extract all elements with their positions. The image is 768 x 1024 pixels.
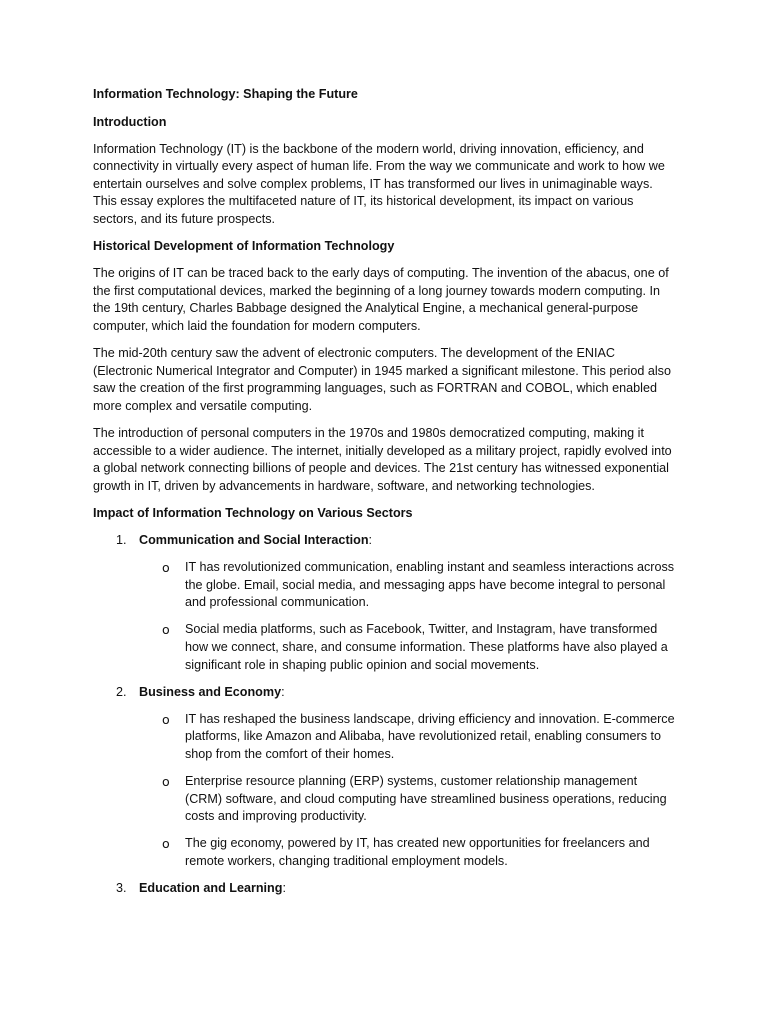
- sector-item: [93, 684, 675, 871]
- history-heading: Historical Development of Information Technology: [93, 239, 395, 254]
- sub-bullet: o: [162, 836, 170, 852]
- sector-title: Education and Learning: [139, 880, 283, 895]
- sector-title: Business and Economy: [139, 684, 282, 699]
- sector-item: [93, 880, 675, 898]
- list-number: 1.: [116, 532, 127, 547]
- sector-points: [139, 559, 675, 674]
- sector-item: [93, 532, 675, 674]
- document-page: [93, 86, 675, 907]
- list-item: [139, 621, 675, 674]
- intro-paragraph: Information Technology (IT) is the backbone of the modern world, driving innovation, efficiency, and connectivity in virtually every aspect of human life. From the way we communicate and work to how we entertain ourselves and solve complex problems, IT has transformed our lives in unimaginable ways. This essay explores the multifaceted nature of IT, its historical development, its impact on various sectors, and its future prospects.: [93, 141, 665, 227]
- sub-bullet: o: [162, 622, 170, 638]
- point-text: The gig economy, powered by IT, has created new opportunities for freelancers and remote workers, changing traditional employment models.: [185, 836, 650, 868]
- point-text: Enterprise resource planning (ERP) systems, customer relationship management (CRM) software, and cloud computing have streamlined business operations, reducing costs and improving productivity.: [185, 774, 667, 824]
- intro-heading: Introduction: [93, 114, 167, 129]
- sector-colon: :: [368, 532, 373, 547]
- impact-heading: Impact of Information Technology on Various Sectors: [93, 505, 413, 520]
- sub-bullet: o: [162, 711, 170, 727]
- document-title: Information Technology: Shaping the Future: [93, 87, 358, 101]
- sector-title: Communication and Social Interaction: [139, 532, 369, 547]
- history-paragraph: The mid-20th century saw the advent of electronic computers. The development of the ENIAC (Electronic Numerical Integrator and Computer) in 1945 marked a significant milestone. This period also saw the creation of the first programming languages, such as FORTRAN and COBOL, which enabled more complex and versatile computing.: [93, 346, 671, 413]
- sector-colon: :: [281, 684, 285, 699]
- list-number: 2.: [116, 684, 127, 699]
- sector-colon: :: [282, 880, 286, 895]
- list-item: [139, 835, 675, 870]
- sector-points: [139, 711, 675, 871]
- list-number: 3.: [116, 880, 127, 895]
- point-text: Social media platforms, such as Facebook, Twitter, and Instagram, have transformed how we connect, share, and consume information. These platforms have also played a significant role in shaping public opinion and social movements.: [185, 622, 668, 672]
- history-paragraph: The origins of IT can be traced back to the early days of computing. The invention of the abacus, one of the first computational devices, marked the beginning of a long journey towards modern computing. In the 19th century, Charles Babbage designed the Analytical Engine, a mechanical general-purpose computer, which laid the foundation for modern computers.: [93, 266, 669, 334]
- point-text: IT has revolutionized communication, enabling instant and seamless interactions across the globe. Email, social media, and messaging apps have become integral to personal and professional communication.: [185, 560, 675, 610]
- sectors-list: [93, 532, 675, 898]
- sector-title-line: [139, 684, 675, 702]
- sub-bullet: o: [162, 774, 170, 789]
- list-item: [139, 559, 675, 612]
- sub-bullet: o: [162, 560, 170, 576]
- history-paragraph: The introduction of personal computers in the 1970s and 1980s democratized computing, making it accessible to a wider audience. The internet, initially developed as a military project, rapidly evolved into a global network connecting billions of people and devices. The 21st century has witnessed exponential growth in IT, driven by advancements in hardware, software, and networking technologies.: [93, 426, 672, 493]
- sector-title-line: [139, 532, 675, 550]
- point-text: IT has reshaped the business landscape, driving efficiency and innovation. E-commerce platforms, like Amazon and Alibaba, have revolutionized retail, enabling consumers to shop from the comfort of their homes.: [185, 711, 675, 761]
- list-item: [139, 711, 675, 764]
- sector-title-line: [139, 880, 675, 898]
- list-item: [139, 773, 675, 826]
